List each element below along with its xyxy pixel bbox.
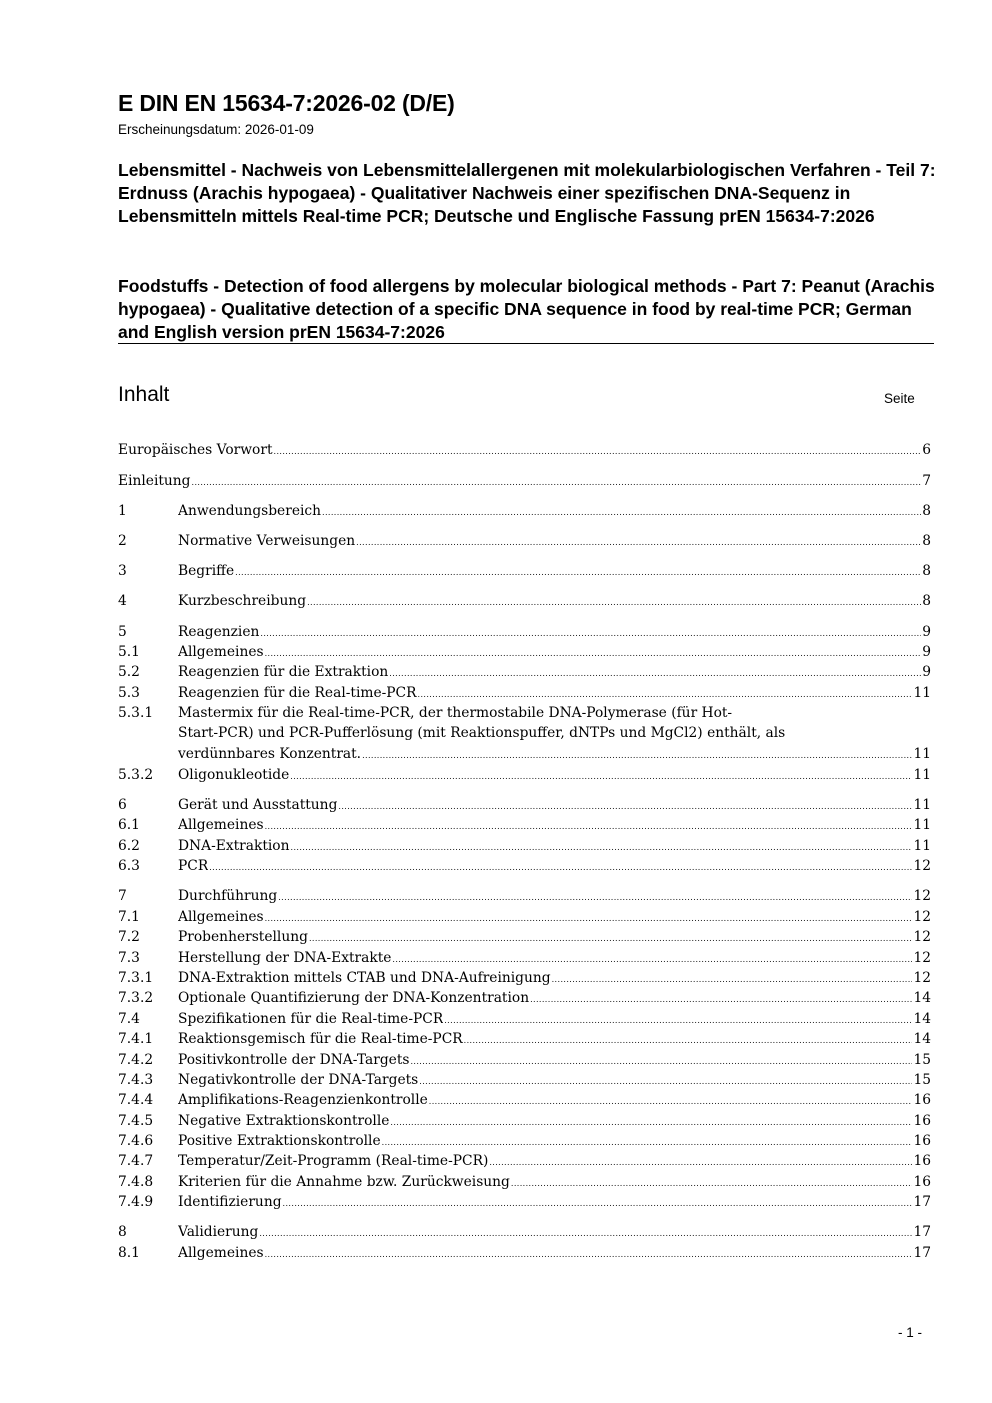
toc-entry-title: Normative Verweisungen — [178, 532, 356, 549]
toc-entry-page: 12 — [913, 858, 931, 875]
toc-leader-dots — [307, 591, 921, 611]
toc-entry-title: Allgemeines — [178, 1244, 264, 1261]
toc-entry-page: 8 — [922, 532, 931, 549]
toc-entry-number: 7.4.4 — [118, 1092, 154, 1109]
toc-entry-page: 11 — [913, 684, 931, 701]
toc-entry[interactable] — [118, 988, 931, 1008]
toc-entry-page: 8 — [922, 593, 931, 610]
toc-entry-page: 11 — [913, 745, 931, 762]
toc-leader-dots — [511, 1172, 913, 1192]
toc-entry[interactable] — [118, 856, 931, 876]
toc-entry[interactable] — [118, 531, 931, 551]
toc-entry-number: 7 — [118, 888, 127, 905]
toc-entry-title: Europäisches Vorwort — [118, 442, 273, 459]
toc-entry-page: 16 — [913, 1173, 931, 1190]
toc-entry-title: Reagenzien für die Extraktion — [178, 664, 389, 681]
toc-entry-title: Reagenzien für die Real-time-PCR — [178, 684, 417, 701]
toc-entry-page: 9 — [922, 623, 931, 640]
toc-entry[interactable] — [118, 440, 931, 460]
toc-entry[interactable] — [118, 968, 931, 988]
toc-entry-number: 7.4.3 — [118, 1071, 154, 1088]
toc-leader-dots — [291, 836, 913, 856]
toc-entry-page: 11 — [913, 817, 931, 834]
toc-leader-dots — [429, 1090, 913, 1110]
toc-entry-number: 7.1 — [118, 908, 140, 925]
toc-entry-title: PCR — [178, 858, 209, 875]
toc-entry[interactable] — [118, 947, 931, 967]
toc-entry-page: 16 — [913, 1112, 931, 1129]
toc-entry[interactable] — [118, 621, 931, 641]
toc-leader-dots — [418, 683, 913, 703]
toc-entry-number: 7.3 — [118, 949, 140, 966]
toc-entry-number: 5.2 — [118, 664, 140, 681]
toc-entry-title: Allgemeines — [178, 817, 264, 834]
toc-entry-number: 6 — [118, 797, 127, 814]
toc-entry-page: 9 — [922, 664, 931, 681]
toc-entry-page: 12 — [913, 949, 931, 966]
toc-entry-title: Temperatur/Zeit-Programm (Real-time-PCR) — [178, 1153, 489, 1170]
toc-entry-number: 7.4.1 — [118, 1031, 154, 1048]
toc-entry-title: Reagenzien — [178, 623, 260, 640]
toc-leader-dots — [382, 1131, 913, 1151]
toc-entry-page: 9 — [922, 643, 931, 660]
toc-leader-dots — [464, 1029, 913, 1049]
toc-leader-dots — [278, 886, 912, 906]
publication-date: Erscheinungsdatum: 2026-01-09 — [118, 122, 314, 137]
toc-entry-title: Negativkontrolle der DNA-Targets — [178, 1071, 419, 1088]
toc-entry-title: Negative Extraktionskontrolle — [178, 1112, 390, 1129]
toc-entry-page: 16 — [913, 1133, 931, 1150]
toc-entry-page: 6 — [922, 442, 931, 459]
toc-entry-number: 3 — [118, 563, 127, 580]
toc-leader-dots — [265, 642, 922, 662]
toc-entry-title: Validierung — [178, 1224, 259, 1241]
toc-leader-dots — [265, 815, 913, 835]
toc-entry-title: Herstellung der DNA-Extrakte — [178, 949, 392, 966]
toc-entry-number: 8.1 — [118, 1244, 140, 1261]
table-of-contents — [118, 440, 931, 1263]
toc-leader-dots — [444, 1009, 912, 1029]
toc-entry[interactable] — [118, 591, 931, 611]
toc-entry[interactable] — [118, 1242, 931, 1262]
toc-leader-dots — [260, 622, 921, 642]
toc-entry-page: 8 — [922, 502, 931, 519]
toc-entry-number: 5 — [118, 623, 127, 640]
toc-entry[interactable] — [118, 886, 931, 906]
toc-entry-title: Spezifikationen für die Real-time-PCR — [178, 1010, 444, 1027]
toc-entry[interactable] — [118, 906, 931, 926]
toc-entry-title: Reaktionsgemisch für die Real-time-PCR — [178, 1031, 463, 1048]
title-german: Lebensmittel - Nachweis von Lebensmittelallergenen mit molekularbiologischen Verfahren - Teil 7: Erdnuss (Arachis hypogaea) - Qualitativer Nachweis einer spezifischen DNA-Sequenz in Lebensmitteln mittels Real-time PCR; Deutsche und Englische Fassung prEN 15634-7:2026 — [118, 160, 936, 227]
toc-leader-dots — [209, 856, 912, 876]
toc-entry-number: 5.1 — [118, 643, 140, 660]
toc-entry-page: 11 — [913, 797, 931, 814]
toc-entry[interactable] — [118, 835, 931, 855]
toc-entry-page: 7 — [922, 472, 931, 489]
title-english: Foodstuffs - Detection of food allergens by molecular biological methods - Part 7: Peanut (Arachis hypogaea) - Qualitative detection of a specific DNA sequence in food by real-time PCR; German and English version prEN 15634-7:2026 — [118, 276, 935, 343]
toc-entry-page: 12 — [913, 888, 931, 905]
toc-entry[interactable] — [118, 561, 931, 581]
toc-leader-dots — [410, 1050, 912, 1070]
toc-entry-title: Allgemeines — [178, 643, 264, 660]
toc-leader-dots — [362, 744, 912, 764]
toc-entry-page: 17 — [913, 1194, 931, 1211]
toc-entry-title: Probenherstellung — [178, 929, 308, 946]
toc-entry[interactable] — [118, 1131, 931, 1151]
toc-entry-title: Einleitung — [118, 472, 191, 489]
toc-entry-number: 6.3 — [118, 858, 140, 875]
toc-entry[interactable] — [118, 1222, 931, 1242]
toc-entry-title: Kurzbeschreibung — [178, 593, 307, 610]
toc-leader-dots — [489, 1151, 912, 1171]
toc-entry-number: 6.2 — [118, 837, 140, 854]
toc-leader-dots — [265, 907, 913, 927]
toc-entry-number: 7.4.6 — [118, 1133, 154, 1150]
toc-entry[interactable] — [118, 795, 931, 815]
toc-entry-title: Positive Extraktionskontrolle — [178, 1133, 381, 1150]
toc-entry-title-last-line — [178, 744, 931, 765]
toc-entry[interactable] — [118, 500, 931, 520]
toc-leader-dots — [192, 471, 922, 491]
toc-entry-page: 11 — [913, 837, 931, 854]
toc-entry[interactable] — [118, 1049, 931, 1069]
toc-page-column-label: Seite — [884, 391, 915, 406]
toc-entry-page: 12 — [913, 929, 931, 946]
toc-entry-number: 6.1 — [118, 817, 140, 834]
toc-entry[interactable] — [118, 1192, 931, 1212]
toc-leader-dots — [274, 440, 922, 460]
toc-entry[interactable] — [118, 764, 931, 784]
toc-entry-number: 5.3 — [118, 684, 140, 701]
toc-leader-dots — [390, 1111, 912, 1131]
toc-entry[interactable] — [118, 927, 931, 947]
toc-entry-page: 11 — [913, 766, 931, 783]
toc-leader-dots — [356, 531, 921, 551]
toc-entry-title: Oligonukleotide — [178, 766, 290, 783]
toc-entry-title-block — [178, 703, 931, 765]
toc-entry-title: DNA-Extraktion mittels CTAB und DNA-Aufreinigung — [178, 969, 551, 986]
toc-leader-dots — [552, 968, 913, 988]
toc-entry-number: 7.2 — [118, 929, 140, 946]
toc-entry-page: 17 — [913, 1224, 931, 1241]
toc-entry-title: Identifizierung — [178, 1194, 282, 1211]
toc-entry-title: Durchführung — [178, 888, 278, 905]
toc-entry-number: 1 — [118, 502, 127, 519]
toc-leader-dots — [419, 1070, 912, 1090]
toc-entry-number: 2 — [118, 532, 127, 549]
toc-entry-page: 12 — [913, 969, 931, 986]
toc-leader-dots — [259, 1222, 912, 1242]
toc-heading: Inhalt — [118, 383, 170, 406]
toc-leader-dots — [235, 561, 921, 581]
page-number: - 1 - — [898, 1325, 923, 1340]
toc-entry-number: 5.3.2 — [118, 766, 154, 783]
toc-entry[interactable] — [118, 703, 931, 765]
toc-entry-title: Kriterien für die Annahme bzw. Zurückweisung — [178, 1173, 510, 1190]
toc-entry-number: 5.3.1 — [118, 704, 154, 721]
toc-entry[interactable] — [118, 662, 931, 682]
toc-entry-title-line: Mastermix für die Real-time-PCR, der thermostabile DNA-Polymerase (für Hot- — [178, 704, 733, 721]
toc-entry[interactable] — [118, 1171, 931, 1191]
toc-leader-dots — [392, 948, 912, 968]
title-divider — [118, 343, 934, 344]
toc-leader-dots — [265, 1243, 913, 1263]
toc-entry-title: Gerät und Ausstattung — [178, 797, 338, 814]
toc-entry[interactable] — [118, 1110, 931, 1130]
toc-entry[interactable] — [118, 682, 931, 702]
toc-entry-title: Positivkontrolle der DNA-Targets — [178, 1051, 410, 1068]
toc-leader-dots — [309, 927, 913, 947]
toc-entry-page: 16 — [913, 1092, 931, 1109]
toc-entry-page: 16 — [913, 1153, 931, 1170]
toc-entry-page: 14 — [913, 990, 931, 1007]
toc-entry-number: 8 — [118, 1224, 127, 1241]
toc-entry[interactable] — [118, 815, 931, 835]
toc-entry-number: 4 — [118, 593, 127, 610]
toc-entry-page: 12 — [913, 908, 931, 925]
toc-entry-number: 7.3.2 — [118, 990, 154, 1007]
toc-leader-dots — [389, 662, 921, 682]
toc-leader-dots — [338, 795, 912, 815]
toc-entry-number: 7.4.8 — [118, 1173, 154, 1190]
toc-entry-title: Optionale Quantifizierung der DNA-Konzentration — [178, 990, 530, 1007]
toc-entry-page: 14 — [913, 1010, 931, 1027]
toc-entry-number: 7.4.9 — [118, 1194, 154, 1211]
toc-entry[interactable] — [118, 470, 931, 490]
toc-entry-title-line: Start-PCR) und PCR-Pufferlösung (mit Reaktionspuffer, dNTPs und MgCl2) enthält, als — [178, 725, 786, 742]
toc-entry-number: 7.3.1 — [118, 969, 154, 986]
toc-entry-number: 7.4.2 — [118, 1051, 154, 1068]
toc-entry-page: 15 — [913, 1071, 931, 1088]
toc-entry-title-line: verdünnbares Konzentrat. — [178, 745, 362, 762]
toc-entry[interactable] — [118, 1070, 931, 1090]
toc-leader-dots — [283, 1192, 913, 1212]
toc-entry-title: Amplifikations-Reagenzienkontrolle — [178, 1092, 428, 1109]
toc-entry[interactable] — [118, 1090, 931, 1110]
toc-entry-number: 7.4.7 — [118, 1153, 154, 1170]
toc-entry[interactable] — [118, 1008, 931, 1028]
toc-leader-dots — [322, 501, 921, 521]
toc-entry[interactable] — [118, 642, 931, 662]
toc-entry-page: 15 — [913, 1051, 931, 1068]
toc-entry-number: 7.4 — [118, 1010, 140, 1027]
document-id: E DIN EN 15634-7:2026-02 (D/E) — [118, 90, 455, 116]
toc-entry-title: Allgemeines — [178, 908, 264, 925]
toc-leader-dots — [530, 988, 912, 1008]
toc-entry-title: DNA-Extraktion — [178, 837, 290, 854]
toc-leader-dots — [290, 765, 912, 785]
toc-entry[interactable] — [118, 1151, 931, 1171]
toc-entry-page: 17 — [913, 1244, 931, 1261]
toc-entry[interactable] — [118, 1029, 931, 1049]
toc-entry-page: 14 — [913, 1031, 931, 1048]
toc-entry-title: Begriffe — [178, 563, 235, 580]
toc-entry-number: 7.4.5 — [118, 1112, 154, 1129]
toc-entry-title: Anwendungsbereich — [178, 502, 322, 519]
toc-entry-page: 8 — [922, 563, 931, 580]
